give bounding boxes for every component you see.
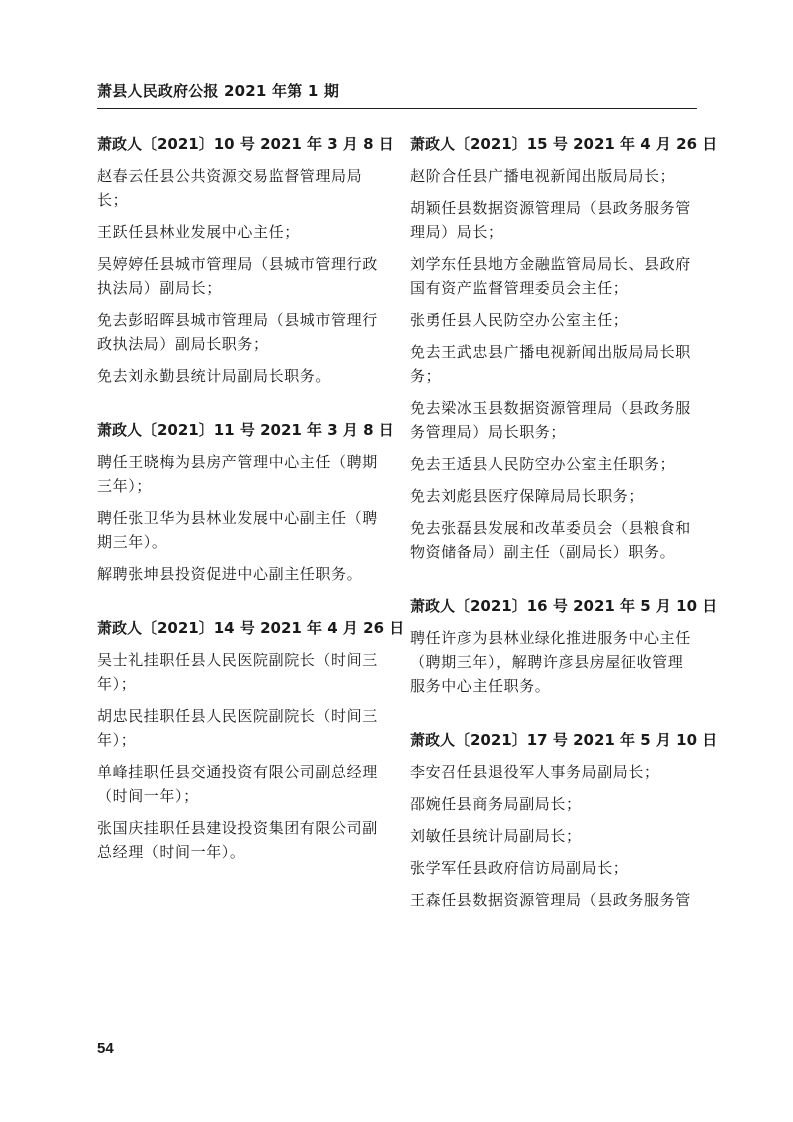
notice-entry: 免去王适县人民防空办公室主任职务；: [410, 455, 676, 473]
notice-heading: 萧政人〔2021〕11 号 2021 年 3 月 8 日: [97, 421, 394, 439]
notice-entry: 聘任张卫华为县林业发展中心副主任（聘期三年）。: [97, 509, 378, 551]
notice-entry: 聘任王晓梅为县房产管理中心主任（聘期三年）；: [97, 453, 378, 495]
notice-entry: 聘任许彦为县林业绿化推进服务中心主任（聘期三年），解聘许彦县房屋征收管理服务中心主任职务。: [410, 629, 691, 695]
notice-entry: 邵婉任县商务局副局长；: [410, 795, 582, 813]
notice-section-10: [97, 132, 394, 388]
notice-entry: 张勇任县人民防空办公室主任；: [410, 311, 629, 329]
notice-entry: 免去王武忠县广播电视新闻出版局局长职务；: [410, 343, 691, 385]
notice-section-15: [410, 132, 718, 564]
left-column: [97, 132, 405, 894]
notice-heading: 萧政人〔2021〕15 号 2021 年 4 月 26 日: [410, 135, 718, 153]
notice-heading: 萧政人〔2021〕10 号 2021 年 3 月 8 日: [97, 135, 394, 153]
page-number: 54: [97, 1040, 114, 1057]
notice-entry: 赵阶合任县广播电视新闻出版局局长；: [410, 167, 676, 185]
notice-entry: 胡忠民挂职任县人民医院副院长（时间三年）；: [97, 707, 378, 749]
notice-entry: 胡颖任县数据资源管理局（县政务服务管理局）局长；: [410, 199, 691, 241]
notice-heading: 萧政人〔2021〕17 号 2021 年 5 月 10 日: [410, 731, 718, 749]
notice-entry: 免去刘彪县医疗保障局局长职务；: [410, 487, 645, 505]
notice-entry: 刘敏任县统计局副局长；: [410, 827, 582, 845]
notice-entry: 张国庆挂职任县建设投资集团有限公司副总经理（时间一年）。: [97, 819, 378, 861]
notice-section-17: [410, 728, 718, 912]
notice-entry: 解聘张坤县投资促进中心副主任职务。: [97, 565, 363, 583]
header-divider: [97, 108, 697, 109]
notice-heading: 萧政人〔2021〕14 号 2021 年 4 月 26 日: [97, 619, 405, 637]
notice-entry: 单峰挂职任县交通投资有限公司副总经理（时间一年）；: [97, 763, 378, 805]
notice-entry: 吴士礼挂职任县人民医院副院长（时间三年）；: [97, 651, 378, 693]
notice-section-11: [97, 418, 394, 586]
notice-section-16: [410, 594, 718, 698]
notice-entry: 赵春云任县公共资源交易监督管理局局长；: [97, 167, 363, 209]
notice-entry: 刘学东任县地方金融监管局局长、县政府国有资产监督管理委员会主任；: [410, 255, 691, 297]
right-column: [410, 132, 718, 942]
notice-entry: 吴婷婷任县城市管理局（县城市管理行政执法局）副局长；: [97, 255, 378, 297]
notice-entry: 免去刘永勤县统计局副局长职务。: [97, 367, 332, 385]
notice-entry: 王森任县数据资源管理局（县政务服务管: [410, 891, 691, 909]
notice-entry: 李安召任县退役军人事务局副局长；: [410, 763, 660, 781]
notice-entry: 免去彭昭晖县城市管理局（县城市管理行政执法局）副局长职务；: [97, 311, 378, 353]
notice-entry: 张学军任县政府信访局副局长；: [410, 859, 629, 877]
notice-entry: 王跃任县林业发展中心主任；: [97, 223, 300, 241]
notice-entry: 免去梁冰玉县数据资源管理局（县政务服务管理局）局长职务；: [410, 399, 691, 441]
notice-heading: 萧政人〔2021〕16 号 2021 年 5 月 10 日: [410, 597, 718, 615]
notice-section-14: [97, 616, 405, 864]
notice-entry: 免去张磊县发展和改革委员会（县粮食和物资储备局）副主任（副局长）职务。: [410, 519, 691, 561]
bulletin-header-title: 萧县人民政府公报 2021 年第 1 期: [97, 82, 340, 100]
